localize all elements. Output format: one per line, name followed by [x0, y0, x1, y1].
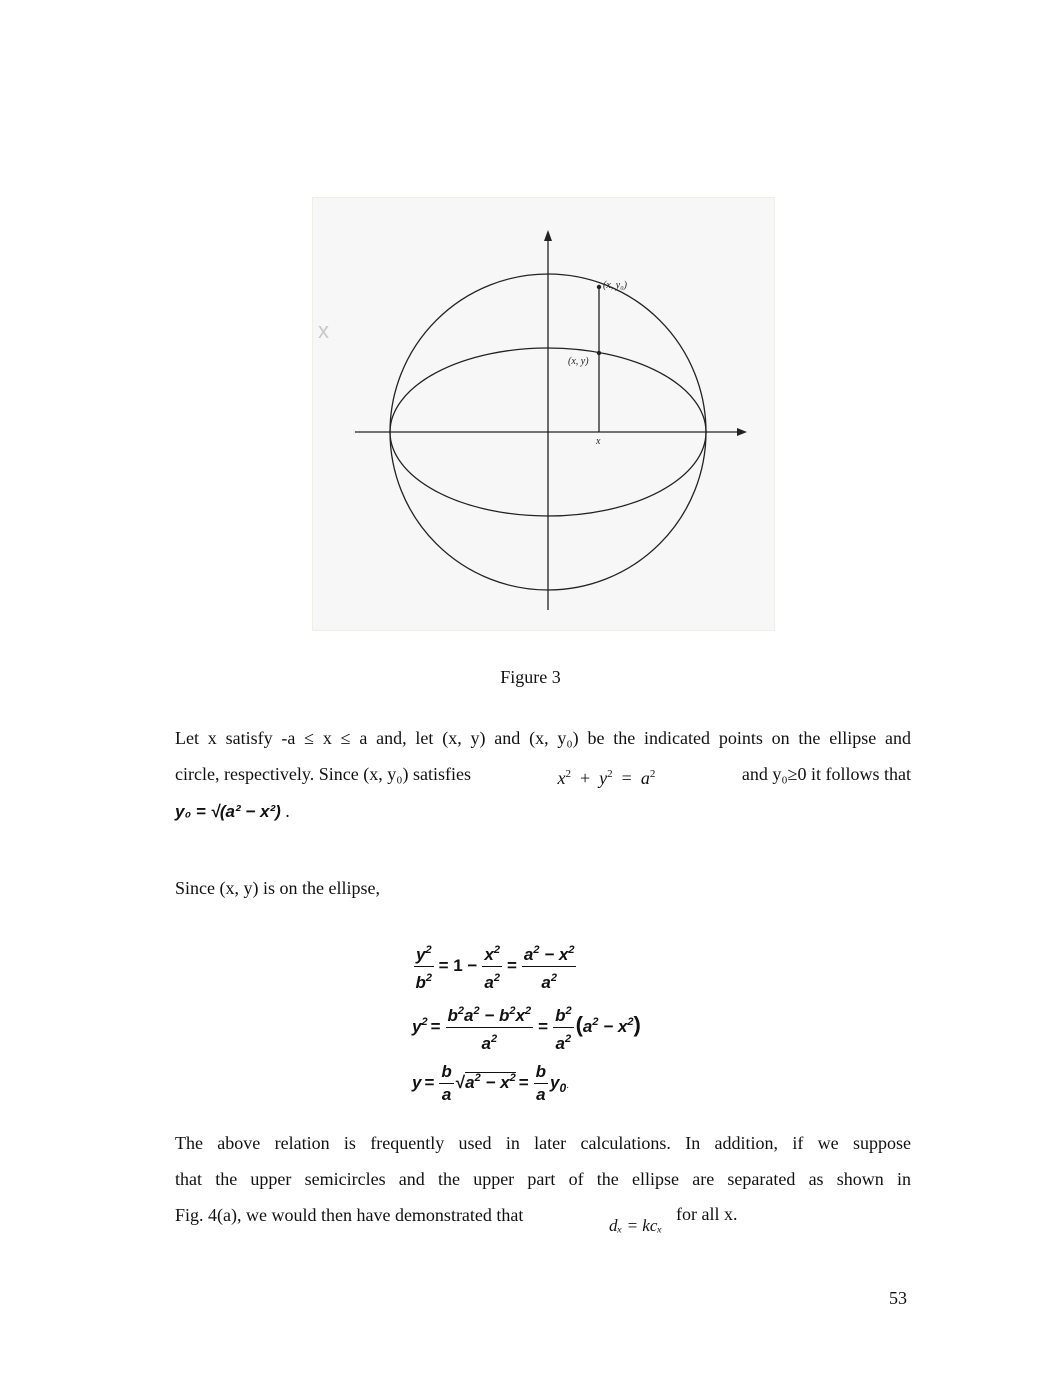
para3-line3: [175, 1197, 911, 1233]
stray-mark: x: [318, 318, 329, 343]
para3-line2: that the upper semicircles and the upper part of the ellipse are separated as shown in: [175, 1169, 911, 1189]
figure-3: [312, 197, 775, 631]
point-on-ellipse: [597, 351, 601, 355]
equation-row-2: $y^2$ = $\frac{b^2a^2 - b^2x^2}{a^2}$ = $\frac{b^2}{a^2}$ $(a^2 - x^2)$: [412, 994, 692, 1050]
point-on-circle: [597, 285, 601, 289]
para3-line1: The above relation is frequently used in later calculations. In addition, if we suppose: [175, 1133, 911, 1153]
y-axis-arrow: [544, 230, 552, 241]
para1-line2: [175, 756, 911, 796]
equation-row-3: y = $\frac{b}{a}$ $√a^2 - x^2$ = $\frac{b}{a}$ $y_0$.: [412, 1062, 569, 1105]
x-axis-arrow: [737, 428, 747, 436]
paragraph-3: [175, 1125, 911, 1233]
para3-line3-b: for all x.: [676, 1204, 738, 1224]
circle-equation: $x^2 + y^2 = a^2$: [557, 768, 656, 788]
label-x-tick: x: [596, 436, 601, 447]
ellipse-derivation: [412, 938, 692, 1106]
y0-formula: y₀ = √(a² − x²): [175, 802, 281, 821]
figure-caption: Figure 3: [500, 667, 561, 687]
para1-line3: [175, 796, 911, 827]
para3-line3-a: Fig. 4(a), we would then have demonstrated that: [175, 1205, 524, 1225]
paragraph-2: Since (x, y) is on the ellipse,: [175, 878, 380, 898]
para1-line1: Let x satisfy -a ≤ x ≤ a and, let (x, y) and (x, y₀) be the indicated points on the ellipse and: [175, 728, 911, 748]
label-upper-point: (x, y₀): [603, 280, 628, 291]
page-number: 53: [889, 1288, 907, 1308]
label-lower-point: (x, y): [568, 356, 589, 367]
paragraph-1: [175, 720, 911, 827]
y0-formula-period: .: [285, 801, 290, 821]
para1-line2-b: and y₀≥0 it follows that: [741, 764, 911, 784]
para1-line2-a: circle, respectively. Since (x, y₀) satisfies: [175, 764, 471, 784]
ellipse-circle-diagram: [313, 198, 774, 630]
dx-kcx-formula: dₓ = kcₓ: [609, 1216, 663, 1235]
equation-row-1: $\frac{y^2}{b^2}$ = 1 − $\frac{x^2}{a^2}$ = $\frac{a^2 - x^2}{a^2}$: [412, 938, 692, 994]
